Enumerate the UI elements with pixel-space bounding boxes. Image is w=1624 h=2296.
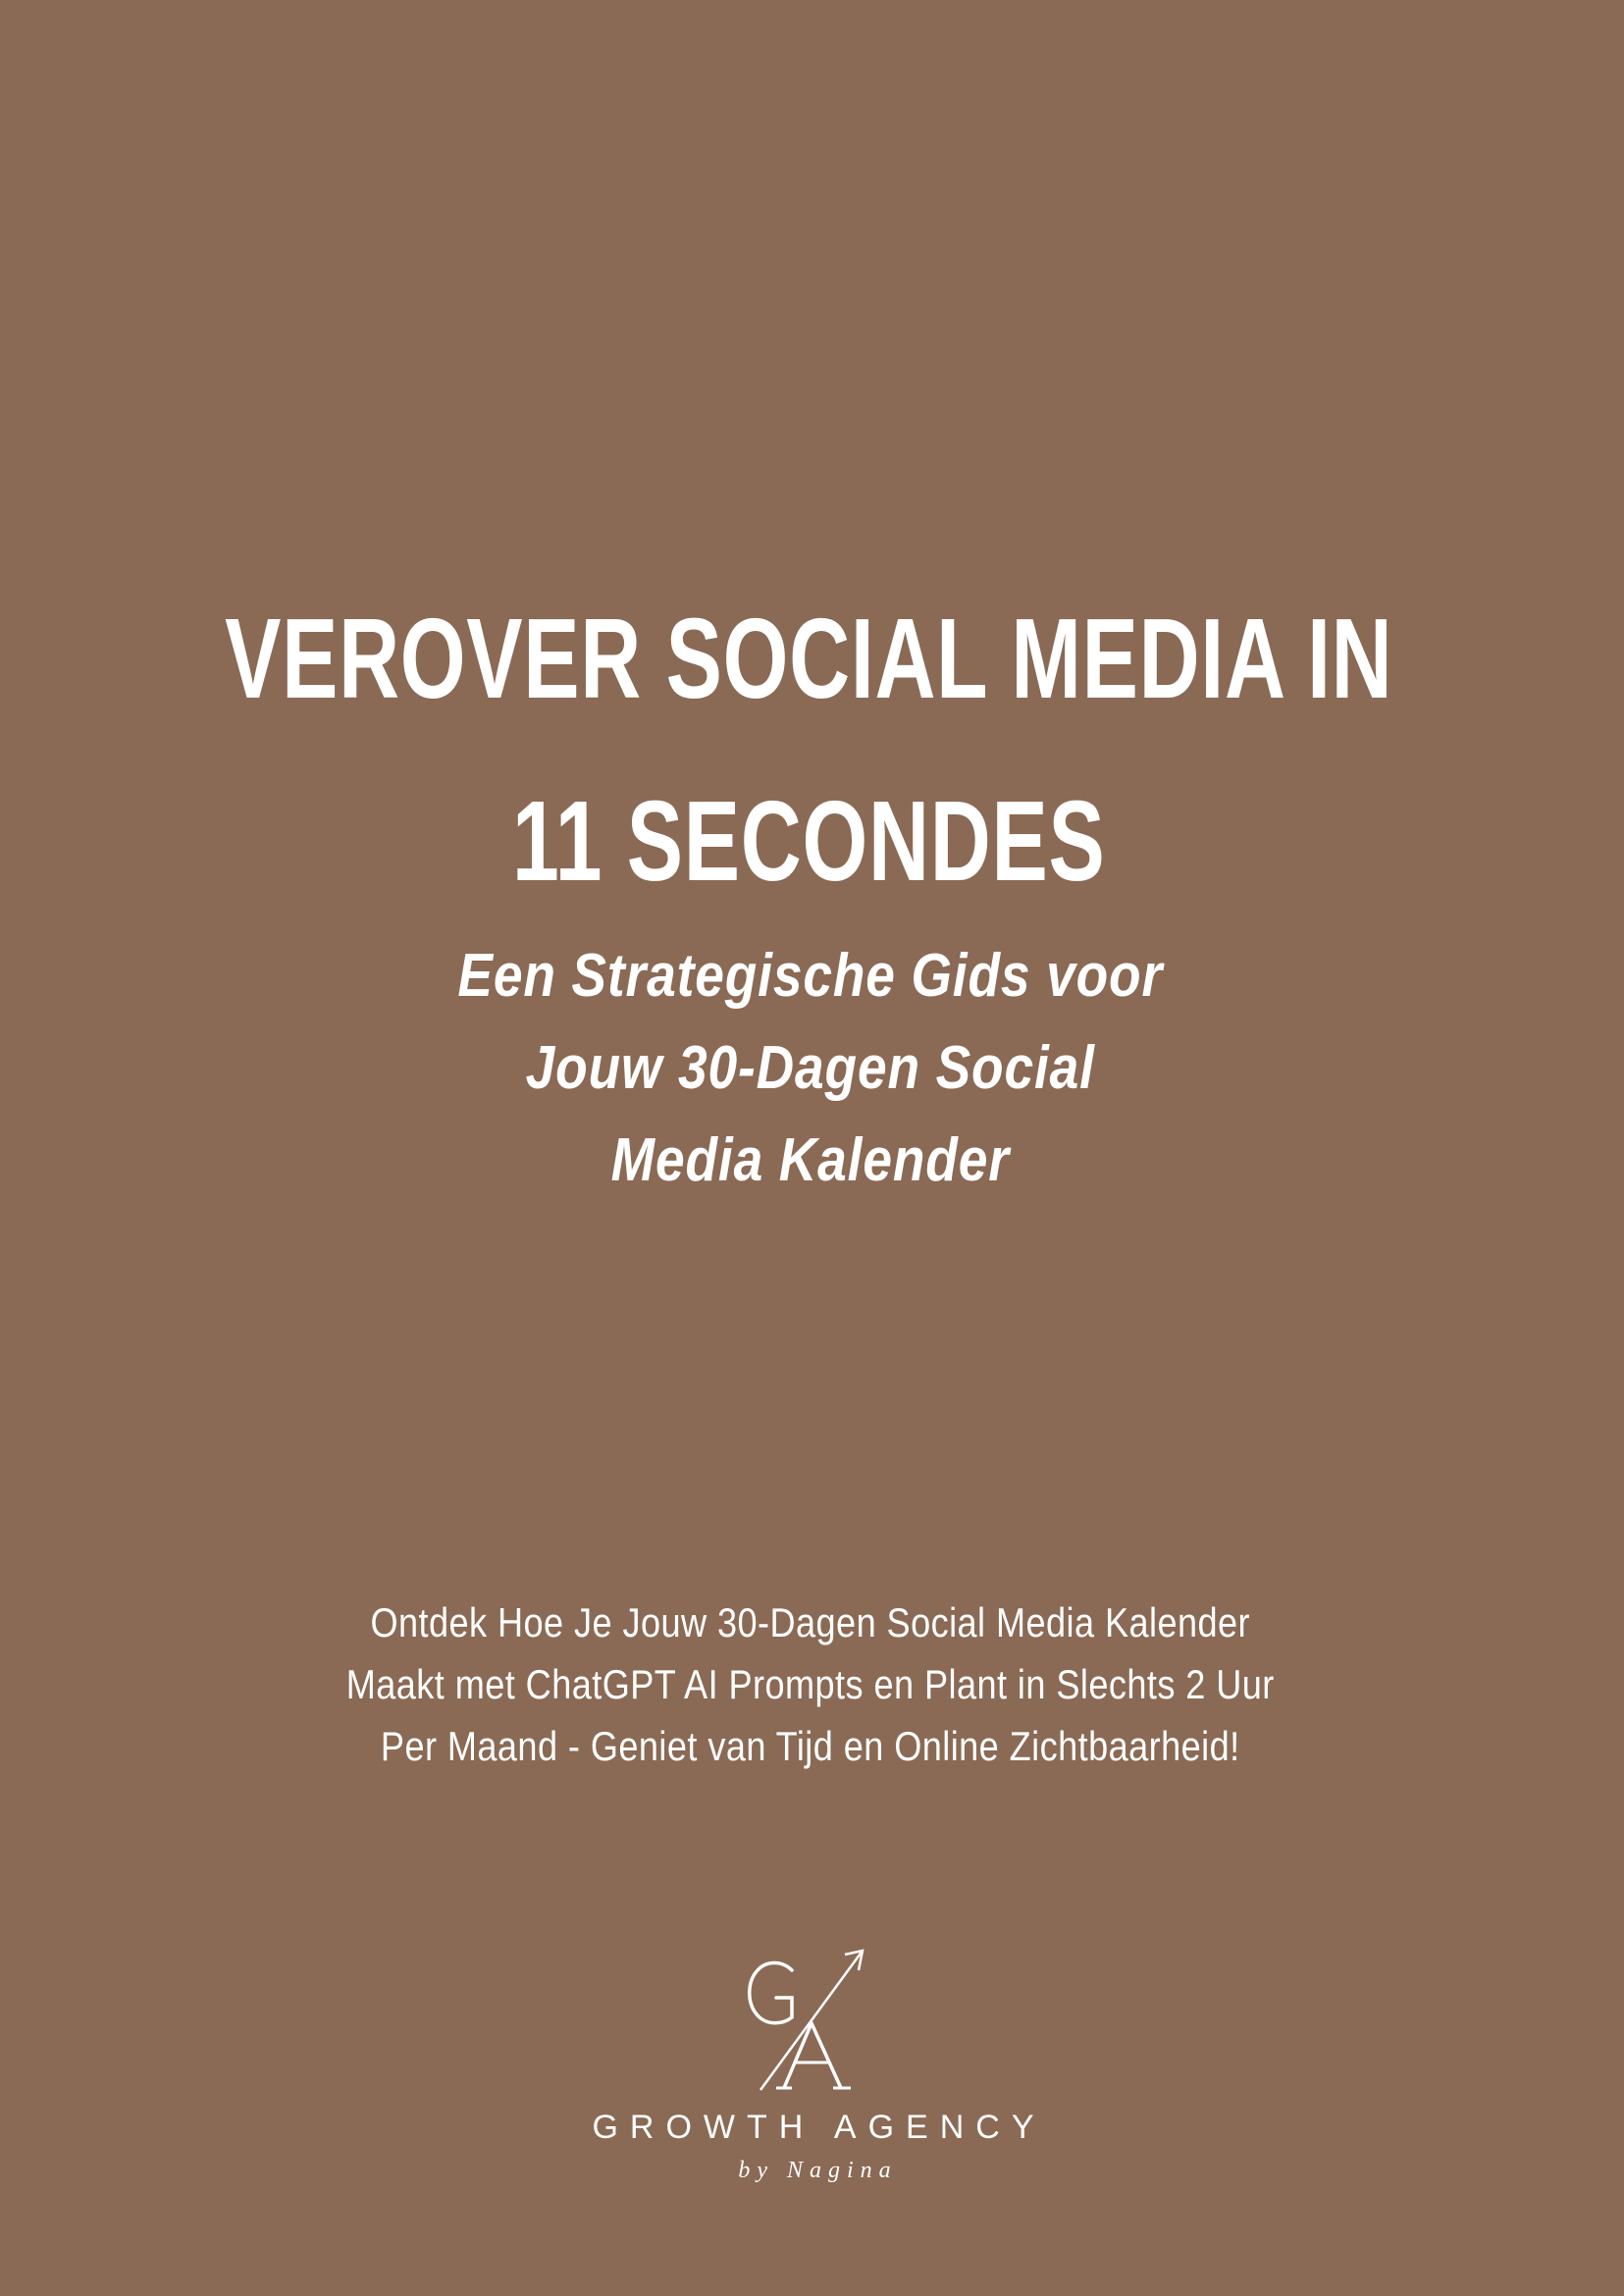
subtitle-line-3: Media Kalender <box>610 1126 1010 1194</box>
description-line-1: Ontdek Hoe Je Jouw 30-Dagen Social Media Kalender <box>370 1599 1250 1645</box>
title-line-2: 11 SECONDES <box>511 776 1106 905</box>
page-title <box>208 567 1410 932</box>
brand-name: GROWTH AGENCY <box>592 2109 1046 2146</box>
description-line-2: Maakt met ChatGPT AI Prompts en Plant in Slechts 2 Uur <box>345 1661 1275 1707</box>
title-line-1: VEROVER SOCIAL MEDIA IN <box>225 594 1393 722</box>
subtitle <box>112 930 1508 1207</box>
ga-monogram-logo-icon <box>731 1943 878 2100</box>
brand-byline: by Nagina <box>738 2158 898 2183</box>
subtitle-line-1: Een Strategische Gids voor <box>457 942 1164 1010</box>
description <box>112 1592 1508 1777</box>
description-line-3: Per Maand - Geniet van Tijd en Online Zichtbaarheid! <box>380 1723 1240 1769</box>
subtitle-line-2: Jouw 30-Dagen Social <box>525 1034 1095 1102</box>
